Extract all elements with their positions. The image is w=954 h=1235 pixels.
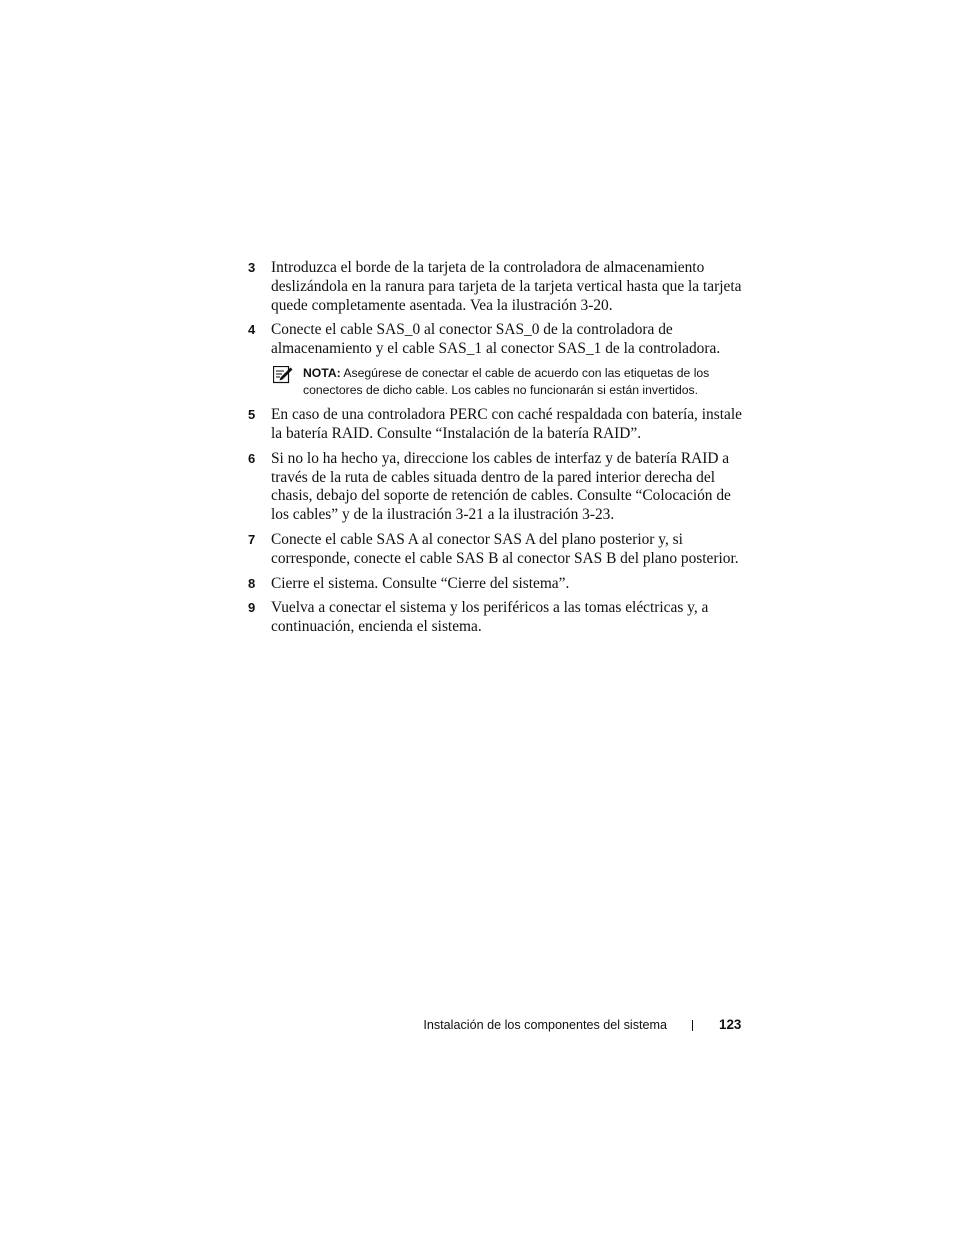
step-text: Si no lo ha hecho ya, direccione los cables de interfaz y de batería RAID a través de la ruta de cables situada dentro de la pared interior derecha del chasis, debajo del soporte de retención de cables. Consulte “Colocación de los cables” y de la ilustración 3-21 a la ilustración 3-23.	[271, 449, 731, 524]
step-number: 7	[248, 531, 256, 547]
footer-separator	[692, 1020, 693, 1031]
step-number: 4	[248, 322, 256, 338]
step-number: 9	[248, 600, 256, 616]
step-4	[248, 321, 748, 359]
note-text: Asegúrese de conectar el cable de acuerdo con las etiquetas de los conectores de dicho cable. Los cables no funcionarán si están invertidos.	[303, 365, 710, 397]
step-6	[248, 450, 748, 525]
step-number: 6	[248, 450, 256, 466]
step-text: Cierre el sistema. Consulte “Cierre del sistema”.	[271, 574, 570, 592]
note-box	[271, 365, 748, 398]
step-text: En caso de una controladora PERC con caché respaldada con batería, instale la batería RAID. Consulte “Instalación de la batería RAID”.	[271, 406, 742, 442]
step-number: 8	[248, 575, 256, 591]
step-number: 3	[248, 260, 256, 275]
instructions-content	[248, 259, 748, 643]
step-text: Conecte el cable SAS A al conector SAS A del plano posterior y, si corresponde, conecte el cable SAS B al conector SAS B del plano posterior.	[271, 530, 739, 567]
step-8	[248, 575, 748, 594]
step-5	[248, 406, 748, 444]
step-text: Conecte el cable SAS_0 al conector SAS_0 de la controladora de almacenamiento y el cable SAS_1 al conector SAS_1 de la controladora.	[271, 321, 721, 358]
step-9	[248, 599, 748, 637]
step-text: Introduzca el borde de la tarjeta de la controladora de almacenamiento deslizándola en la ranura para tarjeta de la tarjeta vertical hasta que la tarjeta quede completamente asentada. Vea la ilustración 3-20.	[271, 259, 742, 314]
page-footer	[0, 1015, 954, 1035]
footer-section-title: Instalación de los componentes del sistema	[423, 1018, 667, 1032]
step-text: Vuelva a conectar el sistema y los periféricos a las tomas eléctricas y, a continuación, encienda el sistema.	[271, 599, 709, 636]
pencil-note-icon	[273, 366, 293, 384]
page-number: 123	[719, 1017, 742, 1032]
step-3	[248, 259, 748, 315]
step-7	[248, 531, 748, 569]
note-label: NOTA:	[303, 365, 341, 380]
step-number: 5	[248, 407, 256, 423]
